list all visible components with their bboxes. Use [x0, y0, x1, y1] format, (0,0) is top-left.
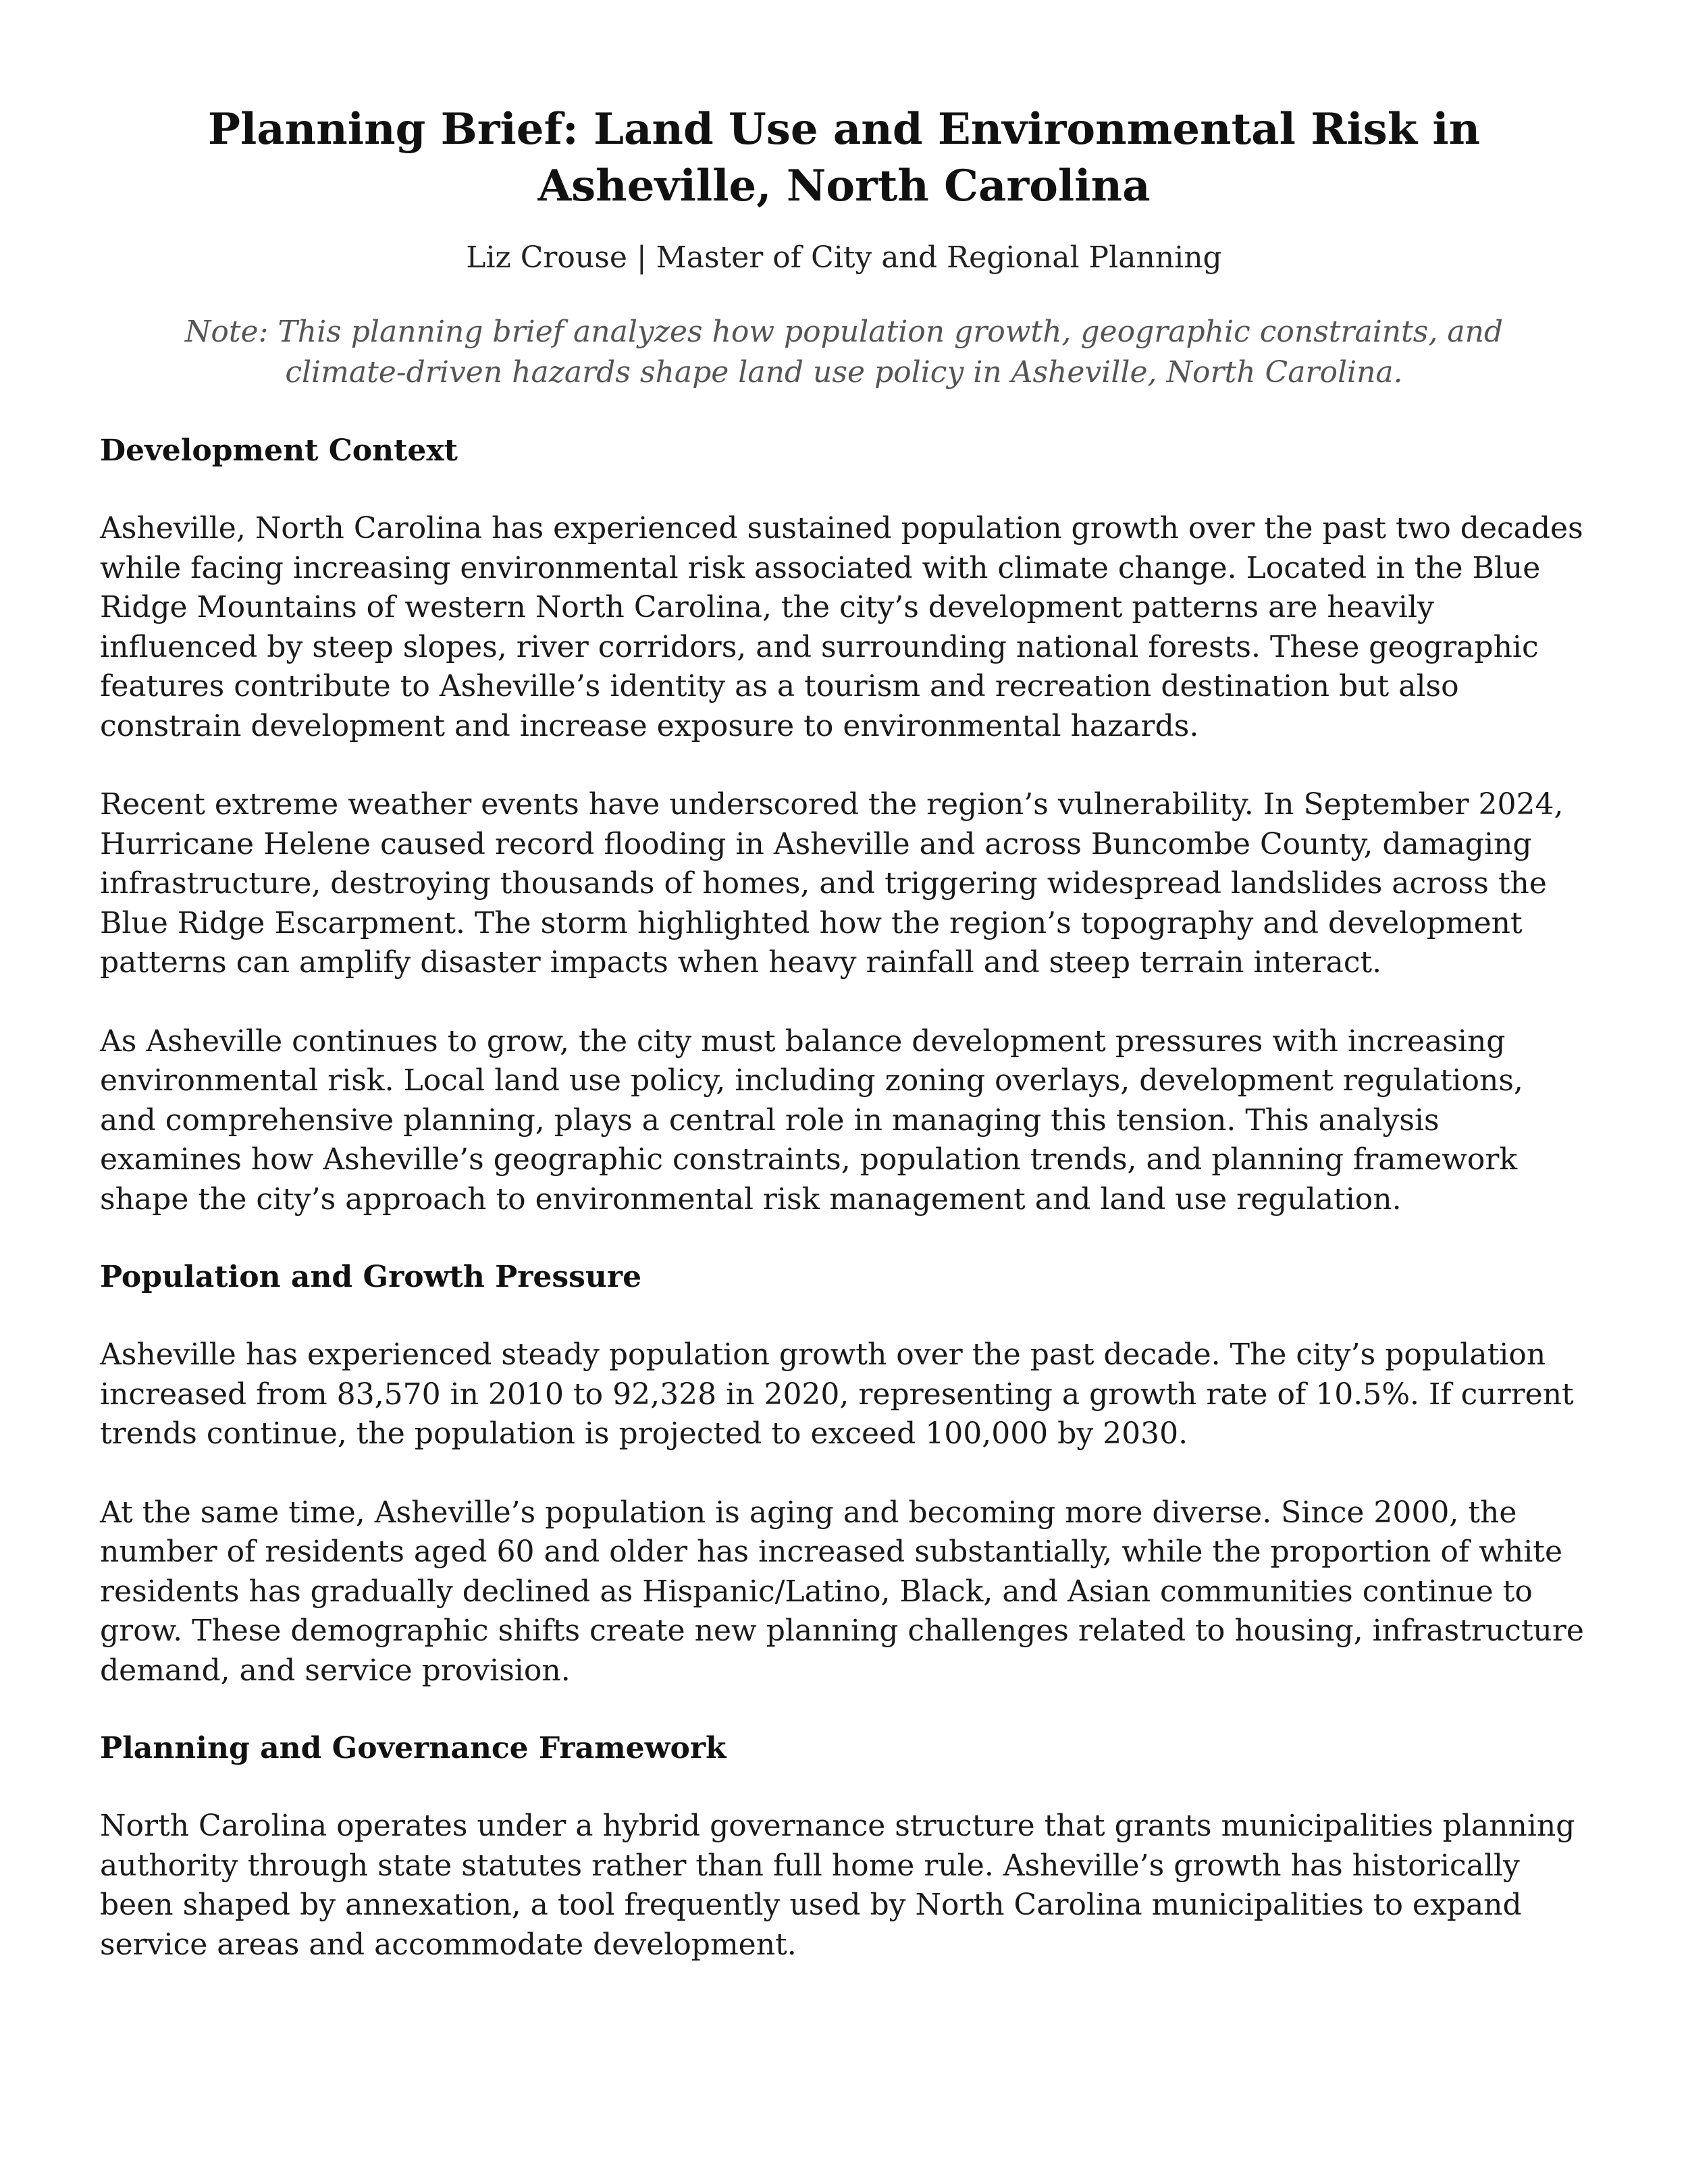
page-title: Planning Brief: Land Use and Environmental Risk in Asheville, North Carolina: [207, 104, 1481, 211]
section-heading: Development Context: [100, 433, 458, 468]
paragraph: Asheville, North Carolina has experienced sustained population growth over the past two decades while facing increasing environmental risk associated with climate change. Located in the Blue Ridge Mountains of western North Carolina, the city’s development patterns are heavily influenced by steep slopes, river corridors, and surrounding national forests. These geographic features contribute to Asheville’s identity as a tourism and recreation destination but also constrain development and increase exposure to environmental hazards.: [100, 511, 1583, 743]
section-population-growth: [100, 1258, 1588, 1690]
brief-note: Note: This planning brief analyzes how population growth, geographic constraints, and climate-driven hazards shape land use policy in Asheville, North Carolina.: [184, 315, 1504, 390]
paragraph: Recent extreme weather events have underscored the region’s vulnerability. In September 2024, Hurricane Helene caused record flooding in Asheville and across Buncombe County, damaging infrastructure, destroying thousands of homes, and triggering widespread landslides across the Blue Ridge Escarpment. The storm highlighted how the region’s topography and development patterns can amplify disaster impacts when heavy rainfall and steep terrain interact.: [100, 787, 1564, 980]
paragraph: As Asheville continues to grow, the city must balance development pressures with increasing environmental risk. Local land use policy, including zoning overlays, development regulations, and comprehensive planning, plays a central role in managing this tension. This analysis examines how Asheville’s geographic constraints, population trends, and planning framework shape the city’s approach to environmental risk management and land use regulation.: [100, 1023, 1523, 1217]
section-planning-governance: [100, 1730, 1588, 1965]
section-development-context: [100, 432, 1588, 1219]
author-line: Liz Crouse | Master of City and Regional Planning: [466, 240, 1222, 275]
section-heading: Planning and Governance Framework: [100, 1731, 727, 1765]
section-heading: Population and Growth Pressure: [100, 1260, 642, 1294]
paragraph: Asheville has experienced steady population growth over the past decade. The city’s population increased from 83,570 in 2010 to 92,328 in 2020, representing a growth rate of 10.5%. If current trends continue, the population is projected to exceed 100,000 by 2030.: [100, 1337, 1574, 1451]
paragraph: North Carolina operates under a hybrid governance structure that grants municipalities planning authority through state statutes rather than full home rule. Asheville’s growth has historically been shaped by annexation, a tool frequently used by North Carolina municipalities to expand service areas and accommodate development.: [100, 1809, 1575, 1962]
paragraph: At the same time, Asheville’s population is aging and becoming more diverse. Since 2000, the number of residents aged 60 and older has increased substantially, while the proportion of white residents has gradually declined as Hispanic/Latino, Black, and Asian communities continue to grow. These demographic shifts create new planning challenges related to housing, infrastructure demand, and service provision.: [100, 1495, 1584, 1688]
